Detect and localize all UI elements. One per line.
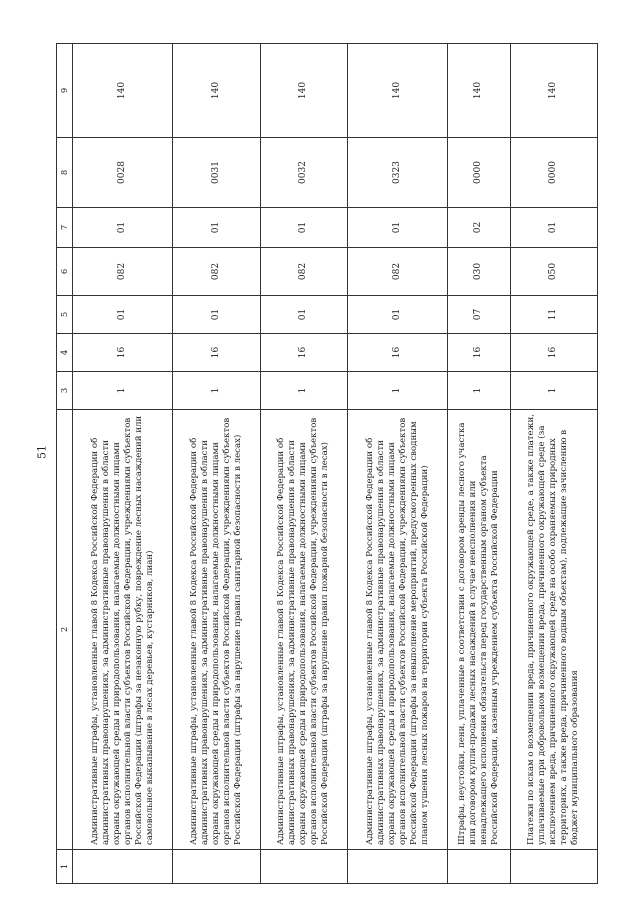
code-cell: 01 [348,296,448,334]
column-header: 8 [57,138,73,208]
code-cell: 0323 [348,138,448,208]
table-row [73,44,173,884]
row-number-cell [348,850,448,884]
description-cell: Административные штрафы, установленные главой 8 Кодекса Российской Федерации об административных правонарушениях, за административные правонарушения в области охраны окружающей среды и природопользования, налагаемые должностными лицами органов исполнительной власти субъектов Российской Федерации, учреждениями субъектов Российской Федерации (штрафы за невыполнение мероприятий, предусмотренных сводным планом тушения лесных пожаров на территории субъекта Российской Федерации) [348,410,448,850]
code-cell: 0000 [448,138,511,208]
code-cell: 1 [348,372,448,410]
column-header: 3 [57,372,73,410]
code-cell: 01 [73,296,173,334]
table-row [510,44,598,884]
description-cell: Административные штрафы, установленные главой 8 Кодекса Российской Федерации об административных правонарушениях, за административные правонарушения в области охраны окружающей среды и природопользования, налагаемые должностными лицами органов исполнительной власти субъектов Российской Федерации, учреждениями субъектов Российской Федерации (штрафы за нарушение правил санитарной безопасности в лесах) [173,410,261,850]
table-row [348,44,448,884]
row-number-cell [448,850,511,884]
code-cell: 16 [448,334,511,372]
code-cell: 0028 [73,138,173,208]
code-cell: 1 [260,372,348,410]
column-header: 5 [57,296,73,334]
code-cell: 16 [73,334,173,372]
code-cell: 01 [73,208,173,248]
code-cell: 01 [173,296,261,334]
column-header: 1 [57,850,73,884]
code-cell: 0032 [260,138,348,208]
code-cell: 140 [173,44,261,138]
code-cell: 1 [510,372,598,410]
code-cell: 0031 [173,138,261,208]
description-cell: Платежи по искам о возмещении вреда, причиненного окружающей среде, а также платежи, уплачиваемые при добровольном возмещении вреда, причиненного окружающей среде (за исключением вреда, причиненного окружающей среде на особо охраняемых природных территориях, а также вреда, причиненного водным объектам), подлежащие зачислению в бюджет муниципального образования [510,410,598,850]
row-number-cell [173,850,261,884]
column-header: 4 [57,334,73,372]
row-number-cell [73,850,173,884]
code-cell: 140 [510,44,598,138]
code-cell: 082 [348,248,448,296]
code-cell: 11 [510,296,598,334]
code-cell: 140 [260,44,348,138]
code-cell: 140 [348,44,448,138]
column-header: 7 [57,208,73,248]
rotated-table-wrapper [56,44,598,884]
row-number-cell [260,850,348,884]
header-row [57,44,73,884]
code-cell: 16 [173,334,261,372]
code-cell: 16 [260,334,348,372]
code-cell: 0000 [510,138,598,208]
description-cell: Административные штрафы, установленные главой 8 Кодекса Российской Федерации об административных правонарушениях, за административные правонарушения в области охраны окружающей среды и природопользования, налагаемые должностными лицами органов исполнительной власти субъектов Российской Федерации, учреждениями субъектов Российской Федерации (штрафы за нарушение правил пожарной безопасности в лесах) [260,410,348,850]
code-cell: 050 [510,248,598,296]
code-cell: 01 [173,208,261,248]
code-cell: 01 [348,208,448,248]
code-cell: 02 [448,208,511,248]
table-row [448,44,511,884]
code-cell: 030 [448,248,511,296]
description-cell: Штрафы, неустойки, пени, уплаченные в соответствии с договором аренды лесного участка или договором купли-продажи лесных насаждений в случае неисполнения или ненадлежащего исполнения обязательств перед государственным органом субъекта Российской Федерации, казенным учреждением субъекта Российской Федерации [448,410,511,850]
code-cell: 01 [510,208,598,248]
code-cell: 01 [260,296,348,334]
code-cell: 082 [260,248,348,296]
column-header: 2 [57,410,73,850]
code-cell: 01 [260,208,348,248]
column-header: 9 [57,44,73,138]
row-number-cell [510,850,598,884]
page-number: 51 [35,445,49,459]
code-cell: 140 [448,44,511,138]
code-cell: 1 [448,372,511,410]
code-cell: 140 [73,44,173,138]
description-cell: Административные штрафы, установленные главой 8 Кодекса Российской Федерации об административных правонарушениях, за административные правонарушения в области охраны окружающей среды и природопользования, налагаемые должностными лицами органов исполнительной власти субъектов Российской Федерации, учреждениями субъектов Российской Федерации (штрафы за незаконную рубку, повреждение лесных насаждений или самовольное выкапывание в лесах деревьев, кустарников, лиан) [73,410,173,850]
code-cell: 082 [173,248,261,296]
code-cell: 1 [73,372,173,410]
code-cell: 16 [348,334,448,372]
code-cell: 1 [173,372,261,410]
code-cell: 16 [510,334,598,372]
budget-codes-table [56,43,598,884]
table-row [173,44,261,884]
column-header: 6 [57,248,73,296]
code-cell: 07 [448,296,511,334]
code-cell: 082 [73,248,173,296]
table-row [260,44,348,884]
